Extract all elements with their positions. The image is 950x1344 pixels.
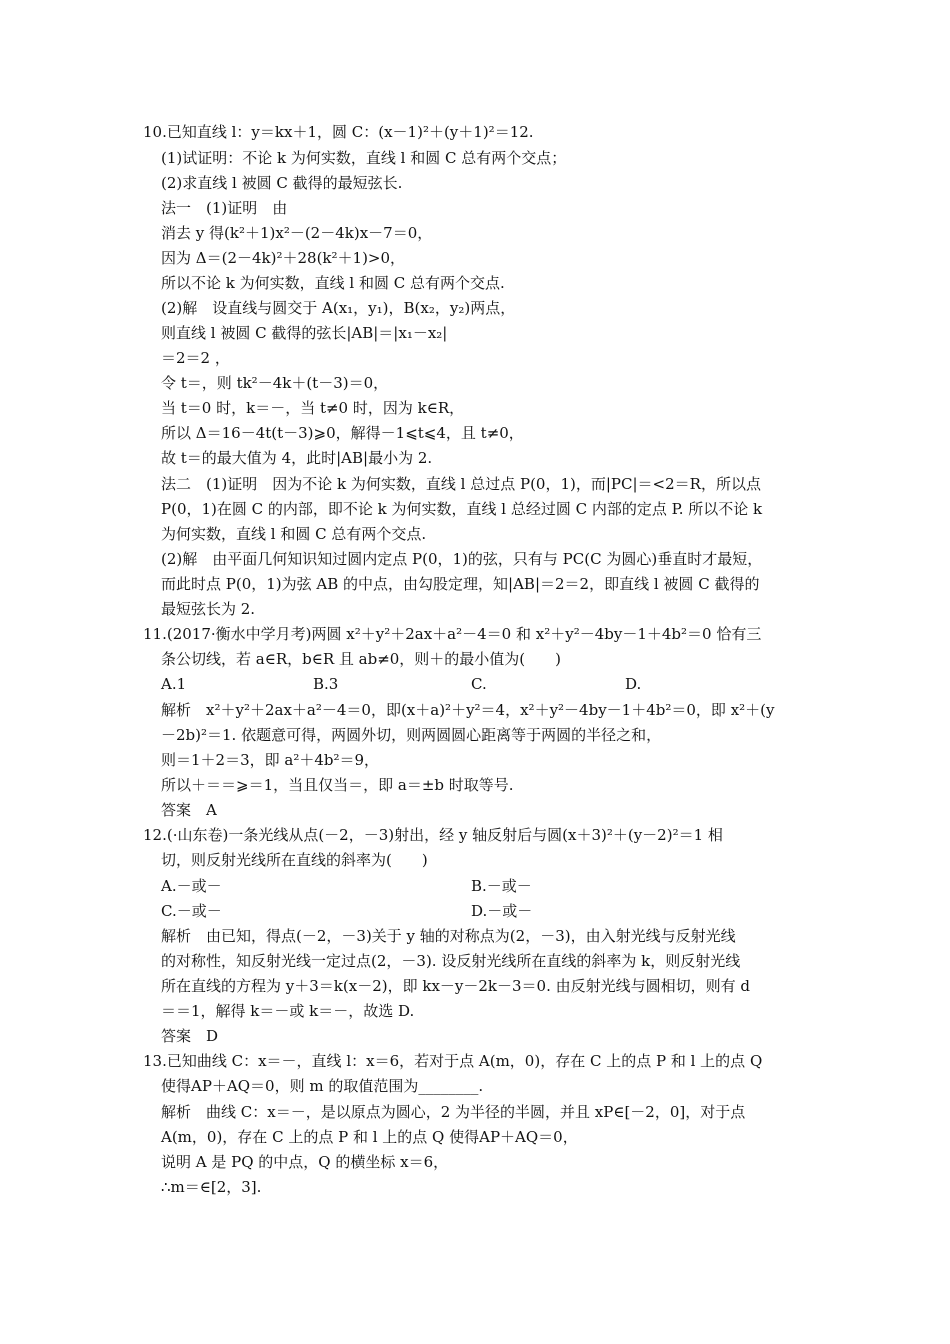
solution-line: 最短弦长为 2. [161, 600, 256, 618]
solution-line: 所以 Δ＝16－4t(t－3)⩾0，解得－1⩽t⩽4，且 t≠0， [161, 424, 524, 442]
solution-line: 因为 Δ＝(2－4k)²＋28(k²＋1)>0， [161, 249, 406, 267]
solution-line: 解析 x²＋y²＋2ax＋a²－4＝0，即(x＋a)²＋y²＝4，x²＋y²－4by－1＋4b²＝0，即 x²＋(y [161, 701, 775, 719]
question-13-stem-cont: 使得AP＋AQ＝0，则 m 的取值范围为________. [161, 1077, 484, 1095]
solution-line: 法一 (1)证明 由 [161, 199, 288, 217]
solution-line: 消去 y 得(k²＋1)x²－(2－4k)x－7＝0， [161, 224, 433, 242]
solution-line: 的对称性，知反射光线一定过点(2，－3). 设反射光线所在直线的斜率为 k，则反射光线 [161, 952, 741, 970]
q12-option-d: D.－或－ [471, 902, 533, 920]
solution-line: P(0，1)在圆 C 的内部，即不论 k 为何实数，直线 l 总经过圆 C 内部的定点 P. 所以不论 k [161, 500, 763, 518]
solution-line: 则＝1＋2＝3，即 a²＋4b²＝9， [161, 751, 380, 769]
question-10-part-1: (1)试证明：不论 k 为何实数，直线 l 和圆 C 总有两个交点； [161, 149, 567, 167]
question-10-part-2: (2)求直线 l 被圆 C 截得的最短弦长. [161, 174, 403, 192]
solution-line: 为何实数，直线 l 和圆 C 总有两个交点. [161, 525, 427, 543]
solution-line: 令 t＝，则 tk²－4k＋(t－3)＝0， [161, 374, 389, 392]
solution-line: 所以＋＝＝⩾＝1，当且仅当＝，即 a＝±b 时取等号. [161, 776, 514, 794]
solution-line: ＝＝1，解得 k＝－或 k＝－，故选 D. [161, 1002, 415, 1020]
solution-line: 所以不论 k 为何实数，直线 l 和圆 C 总有两个交点. [161, 274, 505, 292]
solution-line: 解析 曲线 C：x＝－，是以原点为圆心，2 为半径的半圆，并且 xP∈[－2，0]，对于点 [161, 1103, 746, 1121]
question-11-stem-cont: 条公切线，若 a∈R，b∈R 且 ab≠0，则＋的最小值为( ) [161, 650, 562, 668]
solution-line: 法二 (1)证明 因为不论 k 为何实数，直线 l 总过点 P(0，1)，而|PC|＝<2＝R，所以点 [161, 475, 761, 493]
q12-option-b: B.－或－ [471, 877, 532, 895]
q11-option-c: C. [471, 675, 487, 693]
question-11-stem: 11.(2017·衡水中学月考)两圆 x²＋y²＋2ax＋a²－4＝0 和 x²＋y²－4by－1＋4b²＝0 恰有三 [143, 625, 762, 643]
solution-line: A(m，0)，存在 C 上的点 P 和 l 上的点 Q 使得AP＋AQ＝0， [161, 1128, 578, 1146]
solution-line: 故 t＝的最大值为 4，此时|AB|最小为 2. [161, 449, 433, 467]
solution-line: 而此时点 P(0，1)为弦 AB 的中点，由勾股定理，知|AB|＝2＝2，即直线 l 被圆 C 截得的 [161, 575, 760, 593]
solution-line: 说明 A 是 PQ 的中点，Q 的横坐标 x＝6， [161, 1153, 449, 1171]
solution-line: (2)解 设直线与圆交于 A(x₁，y₁)，B(x₂，y₂)两点， [161, 299, 516, 317]
answer-line: 答案 D [161, 1027, 219, 1045]
answer-line: 答案 A [161, 801, 217, 819]
solution-line: ∴m＝∈[2，3]. [161, 1178, 262, 1196]
question-13-stem: 13.已知曲线 C：x＝－，直线 l：x＝6，若对于点 A(m，0)，存在 C 上的点 P 和 l 上的点 Q [143, 1052, 763, 1070]
q11-option-b: B.3 [313, 675, 339, 693]
solution-line: －2b)²＝1. 依题意可得，两圆外切，则两圆圆心距离等于两圆的半径之和， [161, 726, 662, 744]
q11-option-a: A.1 [161, 675, 187, 693]
solution-line: (2)解 由平面几何知识知过圆内定点 P(0，1)的弦，只有与 PC(C 为圆心)垂直时才最短， [161, 550, 763, 568]
solution-line: 则直线 l 被圆 C 截得的弦长|AB|＝|x₁－x₂| [161, 324, 448, 342]
solution-line: 所在直线的方程为 y＋3＝k(x－2)，即 kx－y－2k－3＝0. 由反射光线与圆相切，则有 d [161, 977, 751, 995]
q12-option-a: A.－或－ [161, 877, 222, 895]
question-12-stem-cont: 切，则反射光线所在直线的斜率为( ) [161, 851, 428, 869]
question-10-stem: 10.已知直线 l：y＝kx＋1，圆 C：(x－1)²＋(y＋1)²＝12. [143, 123, 534, 141]
q12-option-c: C.－或－ [161, 902, 222, 920]
solution-line: ＝2＝2 ， [161, 349, 230, 367]
solution-line: 当 t＝0 时，k＝－，当 t≠0 时，因为 k∈R， [161, 399, 465, 417]
question-12-stem: 12.(·山东卷)一条光线从点(－2，－3)射出，经 y 轴反射后与圆(x＋3)²＋(y－2)²＝1 相 [143, 826, 723, 844]
solution-line: 解析 由已知，得点(－2，－3)关于 y 轴的对称点为(2，－3)，由入射光线与反射光线 [161, 927, 736, 945]
q11-option-d: D. [625, 675, 642, 693]
